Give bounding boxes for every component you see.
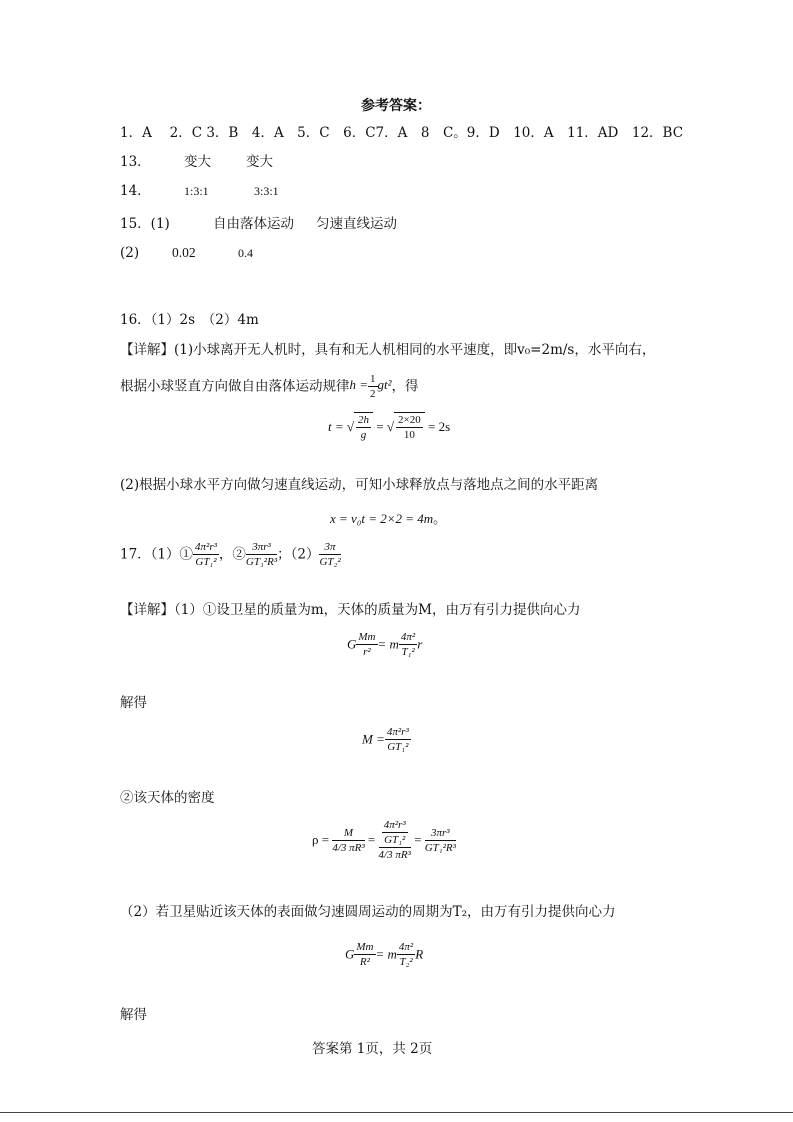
page-title: 参考答案： bbox=[361, 98, 431, 114]
q15-answer-1: 自由落体运动 bbox=[213, 216, 294, 232]
detail-label: 【详解】 bbox=[120, 602, 174, 618]
q16-detail-3: (2)根据小球水平方向做匀速直线运动，可知小球释放点与落地点之间的水平距离 bbox=[120, 477, 599, 493]
q17-density-label: ②该天体的密度 bbox=[120, 790, 215, 806]
q17-head: 17．（1）① $\frac{\text{4π²r³}}{\text{GT₁²}}$ ，② $\frac{\text{3πr³}}{\text{GT₁²R³}}$ ；（2） $\frac{3\pi}{\text{GT₂²}}$ bbox=[120, 541, 341, 568]
q16-head: 16．（1）2s （2）4m bbox=[120, 312, 259, 328]
q13-answer-2: 变大 bbox=[246, 154, 273, 170]
bottom-divider bbox=[0, 1112, 793, 1113]
q14-answer-1: 1:3:1 bbox=[184, 184, 209, 198]
q13-num: 13． bbox=[120, 154, 151, 170]
formula-density: ρ = $\frac{M}{\text{4/3 πR³}}$ = $\frac{\frac{\text{4π²r³}}{\text{GT₁²}}}{\text{4/3 πR³}}$ = $\frac{\text{3πr³}}{\text{GT₁²R³}}$ bbox=[312, 819, 456, 861]
q13-answer-1: 变大 bbox=[184, 154, 211, 170]
detail-label: 【详解】 bbox=[120, 342, 174, 358]
detail-text: (1)小球离开无人机时，具有和无人机相同的水平速度，即 bbox=[174, 342, 518, 358]
q17-jiede-2: 解得 bbox=[120, 1007, 147, 1023]
detail-text: （1）①设卫星的质量为m，天体的质量为M，由万有引力提供向心力 bbox=[174, 602, 581, 618]
q15-num: 15．(1) bbox=[120, 216, 170, 232]
q17-detail-1 bbox=[120, 601, 580, 619]
q16-detail-2 bbox=[120, 372, 419, 401]
formula-h: h = $\frac{1}{2}$ gt² bbox=[349, 373, 392, 400]
formula-mass: M = $\frac{\text{4π²r³}}{\text{GT₁²}}$ bbox=[362, 726, 409, 753]
q17-jiede-1: 解得 bbox=[120, 695, 147, 711]
q16-detail-1 bbox=[120, 341, 655, 359]
q17-detail-2: （2）若卫星贴近该天体的表面做匀速圆周运动的周期为T₂，由万有引力提供向心力 bbox=[120, 904, 616, 920]
q15-answer-4: 0.4 bbox=[238, 246, 253, 260]
detail-text: ，得 bbox=[391, 378, 419, 395]
detail-text: 根据小球竖直方向做自由落体运动规律 bbox=[120, 378, 350, 395]
mc-answers: 1．A 2．C 3．B 4．A 5．C 6．C7．A 8 C。9．D 10．A 11．AD 12．BC bbox=[120, 125, 684, 141]
detail-velocity: v₀=2m/s，水平向右， bbox=[517, 342, 656, 358]
q15-answer-2: 匀速直线运动 bbox=[316, 216, 397, 232]
q14-num: 14． bbox=[120, 183, 151, 199]
formula-gravity-2: G $\frac{Mm}{\text{R²}}$ = m $\frac{\text{4π²}}{\text{T₂²}}$ R bbox=[345, 941, 424, 968]
formula-x: x = v₀t = 2×2 = 4m。 bbox=[330, 511, 447, 526]
q15-num-2: (2) bbox=[120, 245, 140, 261]
q15-answer-3: 0.02 bbox=[172, 245, 196, 260]
formula-t: t = √ $\frac{2h}{g}$ = √ $\frac{2\times 20}{10}$ = 2s bbox=[328, 414, 451, 441]
page-footer: 答案第 1页，共 2页 bbox=[312, 1041, 433, 1057]
q14-answer-2: 3:3:1 bbox=[254, 184, 279, 198]
formula-gravity-1: G $\frac{Mm}{\text{r²}}$ = m $\frac{\text{4π²}}{\text{T₁²}}$ r bbox=[347, 631, 423, 658]
